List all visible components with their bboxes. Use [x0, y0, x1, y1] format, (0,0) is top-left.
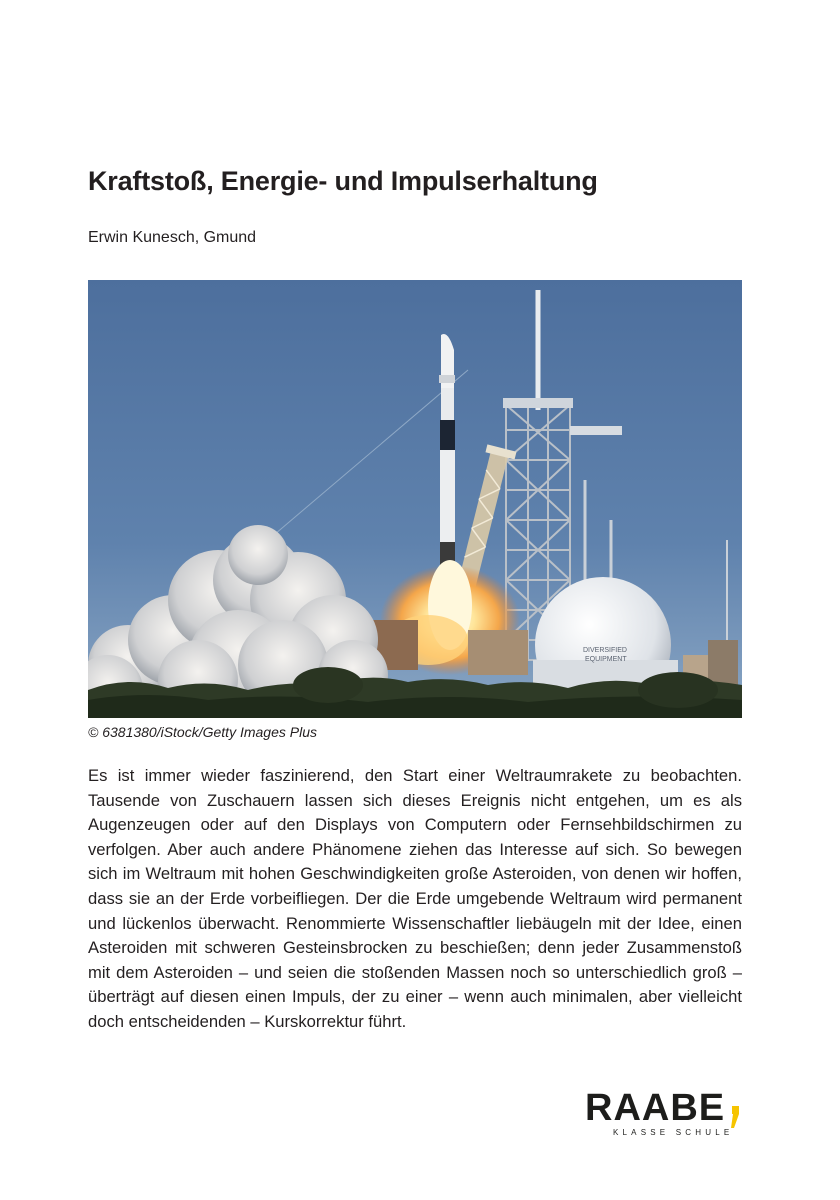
tank-label-1: DIVERSIFIED	[583, 647, 627, 654]
logo-comma-icon	[730, 1106, 740, 1128]
raabe-logo	[585, 1088, 745, 1140]
logo-wordmark: RAABE	[585, 1087, 726, 1129]
logo-subtitle: KLASSE SCHULE	[613, 1128, 734, 1137]
tank-label-2: EQUIPMENT	[585, 656, 627, 663]
page-title: Kraftstoß, Energie- und Impulserhaltung	[88, 166, 598, 196]
rocket-launch-photo	[88, 280, 742, 718]
image-caption: © 6381380/iStock/Getty Images Plus	[88, 724, 317, 740]
intro-paragraph: Es ist immer wieder faszinierend, den Start einer Weltraumrakete zu beobachten. Tausende von Zuschauern lassen sich dieses Ereignis nicht entgehen, um es als Augenzeugen oder auf den Displays von Computern oder Fernsehbildschirmen zu verfolgen. Aber auch andere Phänomene ziehen das Interesse auf sich. So bewegen sich im Weltraum mit hohen Geschwindigkeiten große Asteroiden, von denen wir hoffen, dass sie an der Erde vorbeifliegen. Der die Erde umgebende Weltraum wird permanent und lückenlos überwacht. Renommierte Wissenschaftler liebäugeln mit der Idee, einen Asteroiden mit schweren Gesteinsbrocken zu beschießen; denn jeder Zusammenstoß mit dem Asteroiden – und seien die stoßenden Massen noch so unterschiedlich groß – überträgt auf diesen einen Impuls, der zu einer – wenn auch minimalen, aber vielleicht doch entscheidenden – Kurskorrektur führt.	[88, 766, 742, 1031]
author-line: Erwin Kunesch, Gmund	[88, 229, 257, 246]
